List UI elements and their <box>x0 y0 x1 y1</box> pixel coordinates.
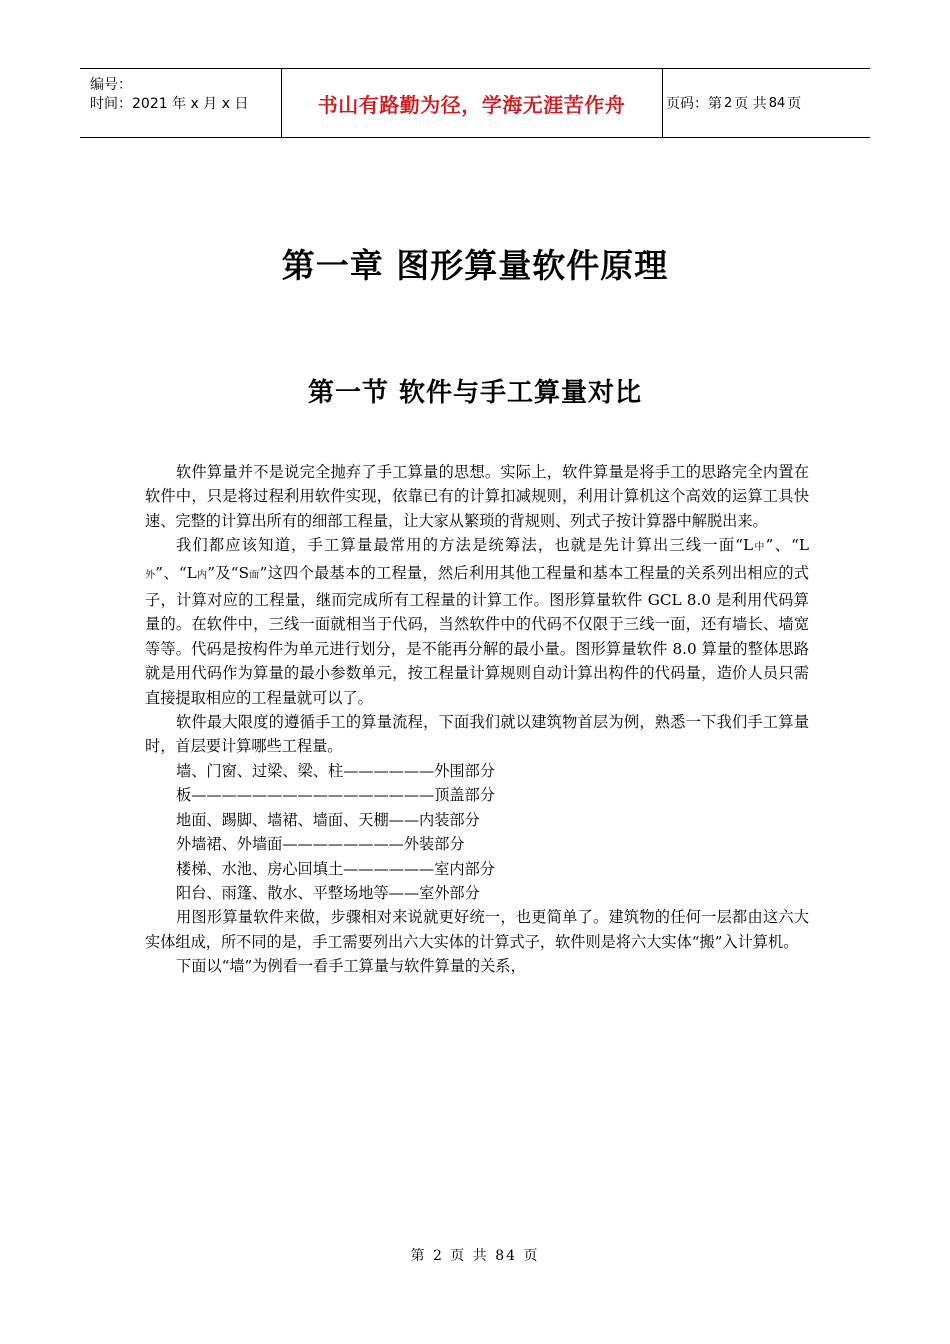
subscript: 外 <box>145 569 156 581</box>
list-item: 楼梯、水池、房心回填土——————室内部分 <box>176 859 495 878</box>
text-run: ”及“S <box>207 563 249 582</box>
subscript: 面 <box>248 569 260 581</box>
text-run: ”、“L <box>155 563 197 582</box>
list-item: 墙、门窗、过梁、梁、柱——————外围部分 <box>176 761 495 780</box>
page-suffix: 页 <box>787 96 802 112</box>
list-item: 阳台、雨篷、散水、平整场地等——室外部分 <box>176 883 480 902</box>
page-current-number: 2 <box>724 95 733 111</box>
paragraph: 软件最大限度的遵循手工的算量流程，下面我们就以建筑物首层为例，熟悉一下我们手工算量时，首层要计算哪些工程量。 <box>145 713 809 756</box>
paragraph <box>145 533 809 710</box>
chapter-title: 第一章 图形算量软件原理 <box>281 246 669 285</box>
page-footer: 第 2 页 共 84 页 <box>410 1248 540 1264</box>
header-page-info <box>663 69 870 137</box>
list-item: 外墙裙、外墙面————————外装部分 <box>176 835 465 854</box>
body-text <box>145 460 809 979</box>
subscript: 中 <box>753 542 766 554</box>
paragraph: 软件算量并不是说完全抛弃了手工算量的思想。实际上，软件算量是将手工的思路完全内置在软件中，只是将过程利用软件实现，依靠已有的计算扣减规则，利用计算机这个高效的运算工具快速、完整的计算出所有的细部工程量，让大家从繁琐的背规则、列式子按计算器中解脱出来。 <box>145 463 809 530</box>
text-run: 我们都应该知道，手工算量最常用的方法是统筹法，也就是先计算出三线一面“L <box>176 536 754 555</box>
header-motto: 书山有路勤为径，学海无涯苦作舟 <box>317 92 626 117</box>
page-total-number: 84 <box>768 95 786 111</box>
list-item: 板————————————————顶盖部分 <box>176 786 495 805</box>
document-time-label: 时间：2021 年 x 月 x 日 <box>90 96 249 112</box>
text-run: ”、“L <box>765 536 809 555</box>
section-title: 第一节 软件与手工算量对比 <box>307 378 643 408</box>
header-info-cell <box>80 69 281 137</box>
paragraph: 下面以“墙”为例看一看手工算量与软件算量的关系， <box>176 957 526 976</box>
paragraph: 用图形算量软件来做，步骤相对来说就更好统一，也更简单了。建筑物的任何一层都由这六大实体组成，所不同的是，手工需要列出六大实体的计算式子，软件则是将六大实体“搬”入计算机。 <box>145 908 809 951</box>
page-header <box>80 68 870 138</box>
subscript: 内 <box>196 569 208 581</box>
text-run: ”这四个最基本的工程量，然后利用其他工程量和基本工程量的关系列出相应的式子，计算对应的工程量，继而完成所有工程量的计算工作。图形算量软件 GCL 8.0 是利用代码算量的。在软件中，三线一面就相当于代码，当然软件中的代码不仅限于三线一面，还有墙长、墙宽等等。代码是按构件为单元进行划分，是不能再分解的最小量。图形算量软件 8.0 算量的整体思路就是用代码作为算量的最小参数单元，按工程量计算规则自动计算出构件的代码量，造价人员只需直接提取相应的工程量就可以了。 <box>145 563 810 707</box>
page-prefix: 页码：第 <box>666 96 722 112</box>
page-mid: 页 共 <box>734 96 767 112</box>
document-number-label: 编号： <box>90 77 132 93</box>
list-item: 地面、踢脚、墙裙、墙面、天棚——内装部分 <box>176 810 480 829</box>
